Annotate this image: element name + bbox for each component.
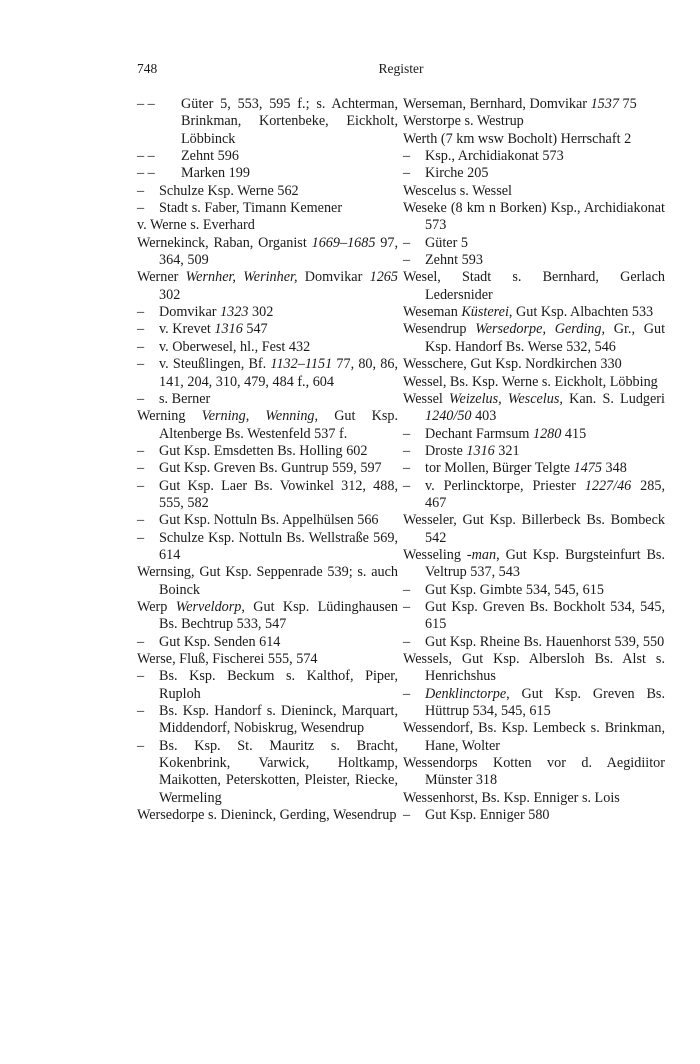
continuation-dash: – <box>403 148 411 165</box>
entry-text: Marken 199 <box>181 165 250 182</box>
italic-variant: -man <box>466 546 497 563</box>
entry-text: , Gut Ksp. Albachten 533 <box>508 304 654 321</box>
index-entry <box>403 165 665 182</box>
continuation-dash: – <box>403 807 411 824</box>
entry-text: Gut Ksp. Laer Bs. Vowinkel 312, 488, 555, 582 <box>159 477 398 511</box>
page-header <box>137 61 665 81</box>
index-entry <box>403 96 665 113</box>
entry-text: Bs. Ksp. St. Mauritz s. Bracht, Kokenbrink, Varwick, Holtkamp, Maikotten, Peterskotten, Pleister, Riecke, Wermeling <box>159 737 398 806</box>
continuation-dash: – <box>137 321 145 338</box>
entry-text: Wessenhorst, Bs. Ksp. Enniger s. Lois <box>403 789 620 806</box>
entry-text: Wernsing, Gut Ksp. Seppenrade 539; s. auch Boinck <box>137 564 398 598</box>
index-entry <box>403 374 665 391</box>
entry-text: 321 <box>494 442 520 459</box>
continuation-dash: – <box>403 685 411 702</box>
continuation-dash: – <box>403 165 411 182</box>
index-entry <box>403 807 665 824</box>
entry-text: Weseke (8 km n Borken) Ksp., Archidiakonat 573 <box>403 200 665 234</box>
entry-text: Wessendorps Kotten vor d. Aegidiitor Münster 318 <box>403 755 665 789</box>
entry-text: 415 <box>561 425 587 442</box>
index-entry <box>403 183 665 200</box>
index-entry <box>403 686 665 721</box>
index-entry <box>137 703 398 738</box>
index-entry <box>403 720 665 755</box>
index-entry <box>137 512 398 529</box>
entry-text: 302 <box>248 304 274 321</box>
continuation-dash: – <box>403 252 411 269</box>
continuation-dash: – <box>137 703 145 720</box>
index-entry <box>137 634 398 651</box>
entry-text: Wessels, Gut Ksp. Albersloh Bs. Alst s. Henrichshus <box>403 651 665 685</box>
entry-text: Bs. Ksp. Beckum s. Kalthof, Piper, Ruploh <box>159 668 398 702</box>
italic-variant: 1265 <box>369 269 398 286</box>
entry-text: 285, 467 <box>425 477 665 511</box>
italic-variant: 1240/50 <box>425 408 472 425</box>
continuation-dash: – <box>137 737 145 754</box>
index-entry <box>137 478 398 513</box>
entry-text: Wessel <box>403 390 450 407</box>
entry-text: Domvikar <box>159 304 221 321</box>
entry-text: Wernekinck, Raban, Organist <box>137 234 312 251</box>
italic-variant: Werveldorp <box>175 598 242 615</box>
entry-text: Dechant Farmsum <box>425 425 533 442</box>
index-entry <box>137 235 398 270</box>
index-column-right <box>403 96 665 824</box>
index-column-left <box>137 96 398 824</box>
italic-variant: 1316 <box>214 321 243 338</box>
index-entry <box>403 512 665 547</box>
continuation-dash: – <box>403 581 411 598</box>
entry-text: Werp <box>137 598 176 615</box>
entry-text: Güter 5 <box>425 234 468 251</box>
entry-text: Schulze Ksp. Nottuln Bs. Wellstraße 569, 614 <box>159 529 398 563</box>
entry-text: v. Werne s. Everhard <box>137 217 255 234</box>
continuation-dash: – <box>403 477 411 494</box>
index-entry <box>137 599 398 634</box>
continuation-dash: – <box>137 442 145 459</box>
continuation-dash: – <box>403 633 411 650</box>
index-entry <box>137 651 398 668</box>
entry-text: 302 <box>159 286 181 303</box>
continuation-dash: – <box>137 304 145 321</box>
entry-text: Kan. S. Ludgeri <box>562 390 665 407</box>
index-entry <box>403 252 665 269</box>
index-entry <box>403 426 665 443</box>
entry-text: Gut Ksp. Greven Bs. Bockholt 534, 545, 615 <box>425 598 665 633</box>
index-entry <box>137 668 398 703</box>
continuation-dash: – <box>137 338 145 355</box>
entry-text: Wesseler, Gut Ksp. Billerbeck Bs. Bombeck 542 <box>403 512 665 546</box>
index-entry <box>137 738 398 807</box>
index-entry <box>137 269 398 304</box>
index-entry <box>137 807 398 824</box>
entry-text: , Gut Ksp. Greven Bs. Hüttrup 534, 545, 615 <box>425 685 665 720</box>
entry-text: Weseman <box>403 304 462 321</box>
index-entry <box>403 304 665 321</box>
page-number: 748 <box>137 61 158 76</box>
entry-text: 403 <box>471 408 497 425</box>
entry-text: Güter 5, 553, 595 f.; s. Achterman, Brinkman, Kortenbeke, Eickholt, Löbbinck <box>181 96 398 147</box>
index-entry <box>137 391 398 408</box>
entry-text: Wesel, Stadt s. Bernhard, Gerlach Ledersnider <box>403 269 665 303</box>
index-entry <box>403 634 665 651</box>
continuation-dash: – <box>137 529 145 546</box>
index-entry <box>137 356 398 391</box>
italic-variant: 1316 <box>466 442 495 459</box>
italic-variant: 1227/46 <box>584 477 632 494</box>
italic-variant: 1323 <box>220 304 249 321</box>
index-entry <box>403 321 665 356</box>
entry-text: s. Berner <box>159 390 211 407</box>
index-entry <box>403 235 665 252</box>
entry-text: Ksp., Archidiakonat 573 <box>425 148 564 165</box>
index-entry <box>403 651 665 686</box>
italic-variant: 1475 <box>573 460 602 477</box>
index-entry <box>137 165 398 182</box>
entry-text: Gr., Gut Ksp. Handorf Bs. Werse 532, 546 <box>425 321 666 355</box>
entry-text: 77, 80, 86, 141, 204, 310, 479, 484 f., 604 <box>159 356 399 390</box>
continuation-dash: – <box>403 460 411 477</box>
continuation-dash: – <box>137 460 145 477</box>
index-entry <box>137 304 398 321</box>
index-entry <box>403 547 665 582</box>
index-entry <box>137 217 398 234</box>
entry-text: Wesendrup <box>403 321 476 338</box>
continuation-dash: – <box>137 390 145 407</box>
continuation-dash: – – <box>137 148 155 165</box>
continuation-dash: – <box>137 182 145 199</box>
index-entry <box>403 148 665 165</box>
italic-variant: 1132–1151 <box>270 356 333 373</box>
italic-variant: 1537 <box>590 96 619 112</box>
index-entry <box>137 443 398 460</box>
continuation-dash: – <box>137 356 145 373</box>
continuation-dash: – <box>403 442 411 459</box>
entry-text: 547 <box>242 321 268 338</box>
index-entry <box>137 200 398 217</box>
index-entry <box>403 269 665 304</box>
index-entry <box>137 564 398 599</box>
continuation-dash: – – <box>137 165 155 182</box>
index-entry <box>403 599 665 634</box>
entry-text: Wesschere, Gut Ksp. Nordkirchen 330 <box>403 356 622 373</box>
entry-text: v. Krevet <box>159 321 215 338</box>
index-entry <box>137 339 398 356</box>
entry-text: Droste <box>425 442 467 459</box>
index-entry <box>403 356 665 373</box>
continuation-dash: – <box>137 477 145 494</box>
entry-text: Werse, Fluß, Fischerei 555, 574 <box>137 651 318 667</box>
entry-text: Wesseling <box>403 546 467 563</box>
entry-text: v. Steußlingen, Bf. <box>159 356 271 373</box>
running-title: Register <box>378 61 424 76</box>
index-entry <box>403 755 665 790</box>
entry-text: Werning <box>137 408 202 425</box>
italic-variant: Denklinctorpe <box>425 685 507 702</box>
index-entry <box>403 200 665 235</box>
italic-variant: Wersedorpe, Gerding, <box>475 321 606 338</box>
index-entry <box>403 582 665 599</box>
italic-variant: 1280 <box>532 425 562 442</box>
entry-text: , Gut Ksp. Lüdinghausen Bs. Bechtrup 533, 547 <box>159 598 398 633</box>
italic-variant: Küsterei <box>461 304 509 321</box>
entry-text: Kirche 205 <box>425 165 489 182</box>
italic-variant: Wernher, Werinher, <box>185 269 298 286</box>
entry-text: , Gut Ksp. Burgsteinfurt Bs. Veltrup 537, 543 <box>425 546 665 581</box>
entry-text: Werner <box>137 269 186 286</box>
index-entry <box>403 131 665 148</box>
entry-text: Werstorpe s. Westrup <box>403 113 524 130</box>
entry-text: Gut Ksp. Altenberge Bs. Westenfeld 537 f. <box>159 408 398 442</box>
entry-text: Gut Ksp. Enniger 580 <box>425 807 550 824</box>
index-entry <box>403 478 665 513</box>
italic-variant: 1669–1685 <box>311 234 376 251</box>
index-entry <box>403 391 665 426</box>
entry-text: Zehnt 593 <box>425 252 483 269</box>
entry-text: tor Mollen, Bürger Telgte <box>425 460 574 477</box>
entry-text: Gut Ksp. Gimbte 534, 545, 615 <box>425 581 604 598</box>
entry-text: Wessendorf, Bs. Ksp. Lembeck s. Brinkman, Hane, Wolter <box>403 720 665 754</box>
continuation-dash: – <box>403 598 411 615</box>
entry-text: Stadt s. Faber, Timann Kemener <box>159 200 343 217</box>
continuation-dash: – <box>403 234 411 251</box>
entry-text: v. Perlincktorpe, Priester <box>425 477 585 494</box>
continuation-dash: – <box>137 200 145 217</box>
index-entry <box>403 443 665 460</box>
entry-text: Zehnt 596 <box>181 148 239 165</box>
italic-variant: Weizelus, Wescelus, <box>449 390 563 407</box>
entry-text: Wescelus s. Wessel <box>403 182 512 199</box>
entry-text: 348 <box>601 460 627 477</box>
entry-text: Gut Ksp. Greven Bs. Guntrup 559, 597 <box>159 460 382 477</box>
index-entry <box>137 530 398 565</box>
entry-text: Bs. Ksp. Handorf s. Dieninck, Marquart, Middendorf, Nobiskrug, Wesendrup <box>159 703 398 737</box>
entry-text: Werth (7 km wsw Bocholt) Herrschaft 2 <box>403 130 632 147</box>
index-entry <box>137 96 398 148</box>
index-entry <box>137 148 398 165</box>
index-entry <box>137 408 398 443</box>
entry-text: Gut Ksp. Emsdetten Bs. Holling 602 <box>159 442 368 459</box>
entry-text: Schulze Ksp. Werne 562 <box>159 182 299 199</box>
continuation-dash: – <box>137 512 145 529</box>
index-entry <box>403 460 665 477</box>
entry-text: Wersedorpe s. Dieninck, Gerding, Wesendrup <box>137 807 397 824</box>
index-entry <box>403 790 665 807</box>
index-entry <box>403 113 665 130</box>
italic-variant: Verning, Wenning, <box>201 408 319 425</box>
entry-text: Werseman, Bernhard, Domvikar <box>403 96 591 112</box>
entry-text: Wessel, Bs. Ksp. Werne s. Eickholt, Löbbing <box>403 373 658 390</box>
continuation-dash: – <box>403 425 411 442</box>
entry-text: Gut Ksp. Rheine Bs. Hauenhorst 539, 550 <box>425 633 665 650</box>
index-entry <box>137 321 398 338</box>
entry-text: v. Oberwesel, hl., Fest 432 <box>159 338 311 355</box>
continuation-dash: – <box>137 668 145 685</box>
index-entry <box>137 460 398 477</box>
entry-text: 75 <box>618 96 637 112</box>
index-entry <box>137 183 398 200</box>
continuation-dash: – – <box>137 96 155 112</box>
entry-text: Gut Ksp. Senden 614 <box>159 633 281 650</box>
continuation-dash: – <box>137 633 145 650</box>
entry-text: Gut Ksp. Nottuln Bs. Appelhülsen 566 <box>159 512 379 529</box>
entry-text: 97, 364, 509 <box>159 234 398 269</box>
entry-text: Domvikar <box>297 269 370 286</box>
